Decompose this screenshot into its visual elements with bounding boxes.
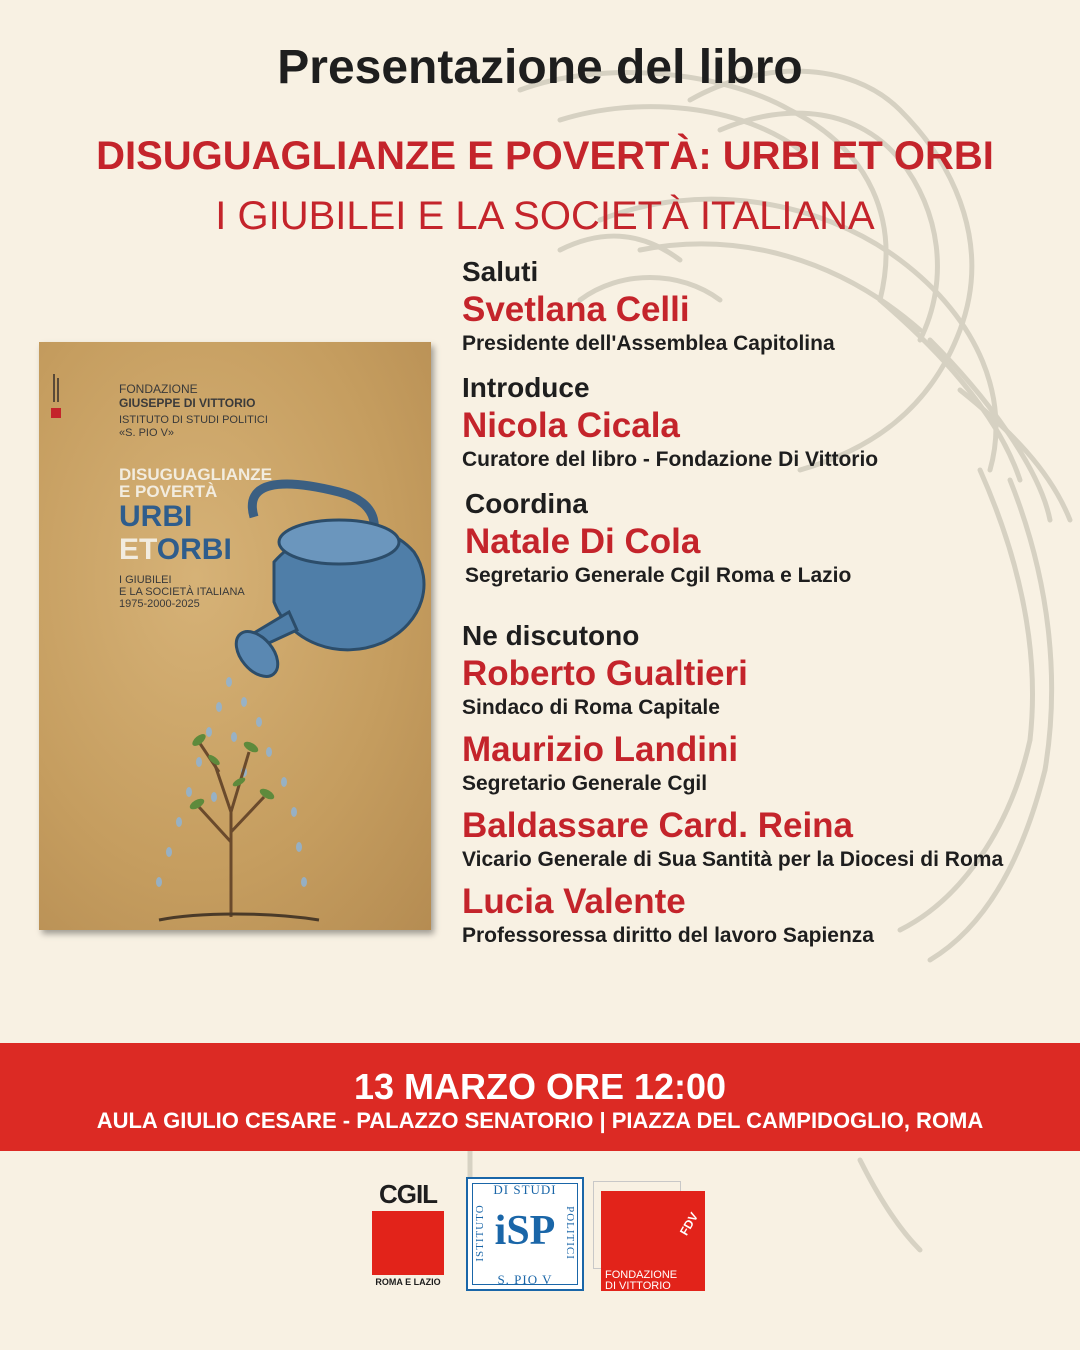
cover-urbi: URBI	[119, 500, 193, 533]
isp-logo	[466, 1177, 584, 1291]
page-title: Presentazione del libro	[277, 41, 803, 94]
isp-right-text: POLITICI	[564, 1206, 576, 1260]
cover-istituto-line1: ISTITUTO DI STUDI POLITICI	[119, 414, 268, 426]
program-block	[462, 487, 1062, 589]
isp-monogram: iSP	[494, 1208, 556, 1254]
program-block	[462, 371, 1062, 473]
fdv-name-line2: DI VITTORIO	[605, 1280, 671, 1292]
discussants-block	[462, 619, 1062, 949]
event-datetime: 13 MARZO ORE 12:00	[353, 1066, 727, 1107]
cover-sub-line2: E LA SOCIETÀ ITALIANA	[119, 586, 245, 598]
speaker-role: Segretario Generale Cgil	[462, 772, 708, 795]
cover-orbi: ORBI	[156, 533, 232, 566]
isp-top-text: DI STUDI	[493, 1182, 557, 1197]
speaker-name: Nicola Cicala	[462, 406, 680, 445]
fdv-name-line1: FONDAZIONE	[605, 1269, 678, 1281]
cover-sub-line3: 1975-2000-2025	[119, 598, 200, 610]
event-location: AULA GIULIO CESARE - PALAZZO SENATORIO | PIAZZA DEL CAMPIDOGLIO, ROMA	[96, 1108, 984, 1133]
cover-dis-line1: DISUGUAGLIANZE	[119, 465, 272, 484]
section-label: Introduce	[462, 372, 590, 403]
isp-left-text: ISTITUTO	[474, 1204, 486, 1262]
speaker-name: Natale Di Cola	[465, 522, 701, 561]
cover-dis-line2: E POVERTÀ	[119, 482, 218, 501]
book-cover	[39, 342, 431, 930]
cgil-red-square	[372, 1211, 444, 1275]
speaker-name: Lucia Valente	[462, 882, 686, 921]
isp-bottom-text: S. PIO V	[497, 1272, 553, 1287]
speaker-role: Vicario Generale di Sua Santità per la Diocesi di Roma	[462, 848, 1004, 871]
fdv-badge: FDV	[676, 1210, 702, 1238]
cover-sub-line1: I GIUBILEI	[119, 574, 172, 586]
cover-fondazione-name: GIUSEPPE DI VITTORIO	[119, 396, 256, 410]
cgil-wordmark: CGIL	[378, 1179, 438, 1209]
speaker-role: Segretario Generale Cgil Roma e Lazio	[465, 564, 852, 587]
cover-istituto-line2: «S. PIO V»	[119, 427, 175, 439]
speaker-name: Baldassare Card. Reina	[462, 806, 854, 845]
watering-can-illustration	[39, 342, 431, 930]
program-block	[462, 255, 1062, 357]
book-title: DISUGUAGLIANZE E POVERTÀ: URBI ET ORBI	[96, 134, 994, 178]
program-list	[462, 255, 1062, 949]
cover-et: ET	[119, 533, 157, 566]
section-label: Coordina	[465, 488, 588, 519]
section-label: Ne discutono	[462, 620, 640, 651]
speaker-role: Professoressa diritto del lavoro Sapienza	[462, 924, 874, 947]
speaker-role: Presidente dell'Assemblea Capitolina	[462, 332, 835, 355]
speaker-role: Sindaco di Roma Capitale	[462, 696, 720, 719]
fdv-logo	[593, 1181, 705, 1293]
speaker-role: Curatore del libro - Fondazione Di Vittorio	[462, 448, 879, 471]
speaker-name: Roberto Gualtieri	[462, 654, 748, 693]
speaker-name: Maurizio Landini	[462, 730, 739, 769]
cgil-subtitle: ROMA E LAZIO	[375, 1277, 441, 1287]
section-label: Saluti	[462, 256, 539, 287]
speaker-name: Svetlana Celli	[462, 290, 690, 329]
book-subtitle: I GIUBILEI E LA SOCIETÀ ITALIANA	[215, 194, 875, 238]
cgil-logo	[370, 1179, 446, 1291]
cover-fondazione-label: FONDAZIONE	[119, 382, 198, 396]
